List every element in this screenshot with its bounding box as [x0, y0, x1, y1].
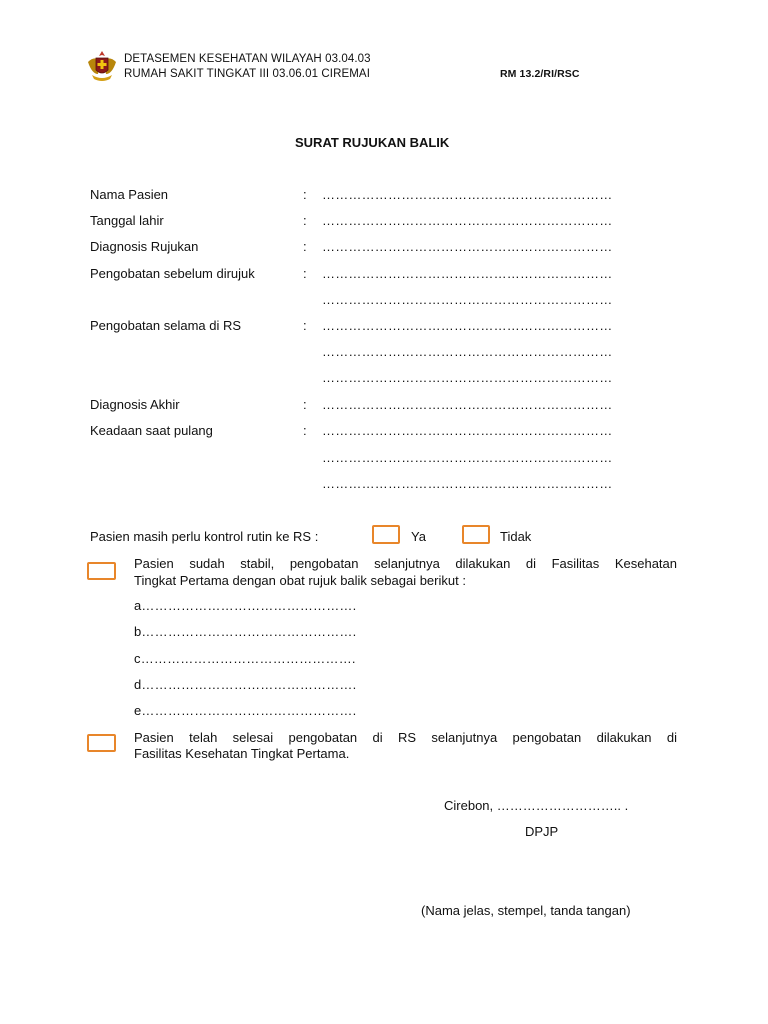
label-pengobatan-sebelum: Pengobatan sebelum dirujuk	[90, 266, 255, 281]
fill-line[interactable]: …………………………………………………………	[322, 318, 613, 333]
option1-line1: Pasien sudah stabil, pengobatan selanjutnya dilakukan di Fasilitas Kesehatan	[134, 556, 677, 571]
fill-line[interactable]: …………………………………………………………	[322, 213, 613, 228]
fill-line[interactable]: …………………………………………………………	[322, 476, 613, 491]
kontrol-question: Pasien masih perlu kontrol rutin ke RS :	[90, 529, 319, 544]
fill-line[interactable]: …………………………………………………………	[322, 239, 613, 254]
label-tanggal-lahir: Tanggal lahir	[90, 213, 164, 228]
checkbox-ya[interactable]	[372, 525, 400, 544]
colon: :	[303, 423, 307, 438]
drug-list-item[interactable]: e………………………………………….	[134, 703, 357, 718]
label-keadaan-pulang: Keadaan saat pulang	[90, 423, 213, 438]
fill-line[interactable]: …………………………………………………………	[322, 423, 613, 438]
option1-line2: Tingkat Pertama dengan obat rujuk balik sebagai berikut :	[134, 573, 466, 588]
signature-note: (Nama jelas, stempel, tanda tangan)	[421, 903, 631, 918]
label-diagnosis-rujukan: Diagnosis Rujukan	[90, 239, 199, 254]
colon: :	[303, 318, 307, 333]
label-nama-pasien: Nama Pasien	[90, 187, 169, 202]
logo	[84, 48, 120, 84]
option2-line1: Pasien telah selesai pengobatan di RS selanjutnya pengobatan dilakukan di	[134, 730, 677, 745]
org-line-1: DETASEMEN KESEHATAN WILAYAH 03.04.03	[124, 53, 371, 65]
military-emblem-icon	[84, 48, 120, 84]
fill-line[interactable]: …………………………………………………………	[322, 450, 613, 465]
fill-line[interactable]: …………………………………………………………	[322, 292, 613, 307]
fill-line[interactable]: …………………………………………………………	[322, 344, 613, 359]
form-code: RM 13.2/RI/RSC	[500, 68, 580, 80]
fill-line[interactable]: …………………………………………………………	[322, 266, 613, 281]
colon: :	[303, 266, 307, 281]
drug-list-item[interactable]: d………………………………………….	[134, 677, 357, 692]
drug-list-item[interactable]: b………………………………………….	[134, 624, 357, 639]
checkbox-tidak[interactable]	[462, 525, 490, 544]
checkbox-selesai-pengobatan[interactable]	[87, 734, 116, 752]
colon: :	[303, 239, 307, 254]
colon: :	[303, 397, 307, 412]
fill-line[interactable]: …………………………………………………………	[322, 397, 613, 412]
document-title: SURAT RUJUKAN BALIK	[295, 135, 450, 150]
drug-list-item[interactable]: a………………………………………….	[134, 598, 357, 613]
checkbox-pasien-stabil[interactable]	[87, 562, 116, 580]
colon: :	[303, 187, 307, 202]
signer-role: DPJP	[525, 824, 559, 839]
fill-line[interactable]: …………………………………………………………	[322, 370, 613, 385]
label-pengobatan-selama: Pengobatan selama di RS	[90, 318, 242, 333]
org-line-2: RUMAH SAKIT TINGKAT III 03.06.01 CIREMAI	[124, 68, 370, 80]
colon: :	[303, 213, 307, 228]
place-date: Cirebon, ……………………….. .	[444, 798, 629, 813]
drug-list-item[interactable]: c………………………………………….	[134, 651, 356, 666]
label-ya: Ya	[411, 529, 426, 544]
option2-line2: Fasilitas Kesehatan Tingkat Pertama.	[134, 746, 350, 761]
fill-line[interactable]: …………………………………………………………	[322, 187, 613, 202]
label-diagnosis-akhir: Diagnosis Akhir	[90, 397, 180, 412]
label-tidak: Tidak	[500, 529, 532, 544]
